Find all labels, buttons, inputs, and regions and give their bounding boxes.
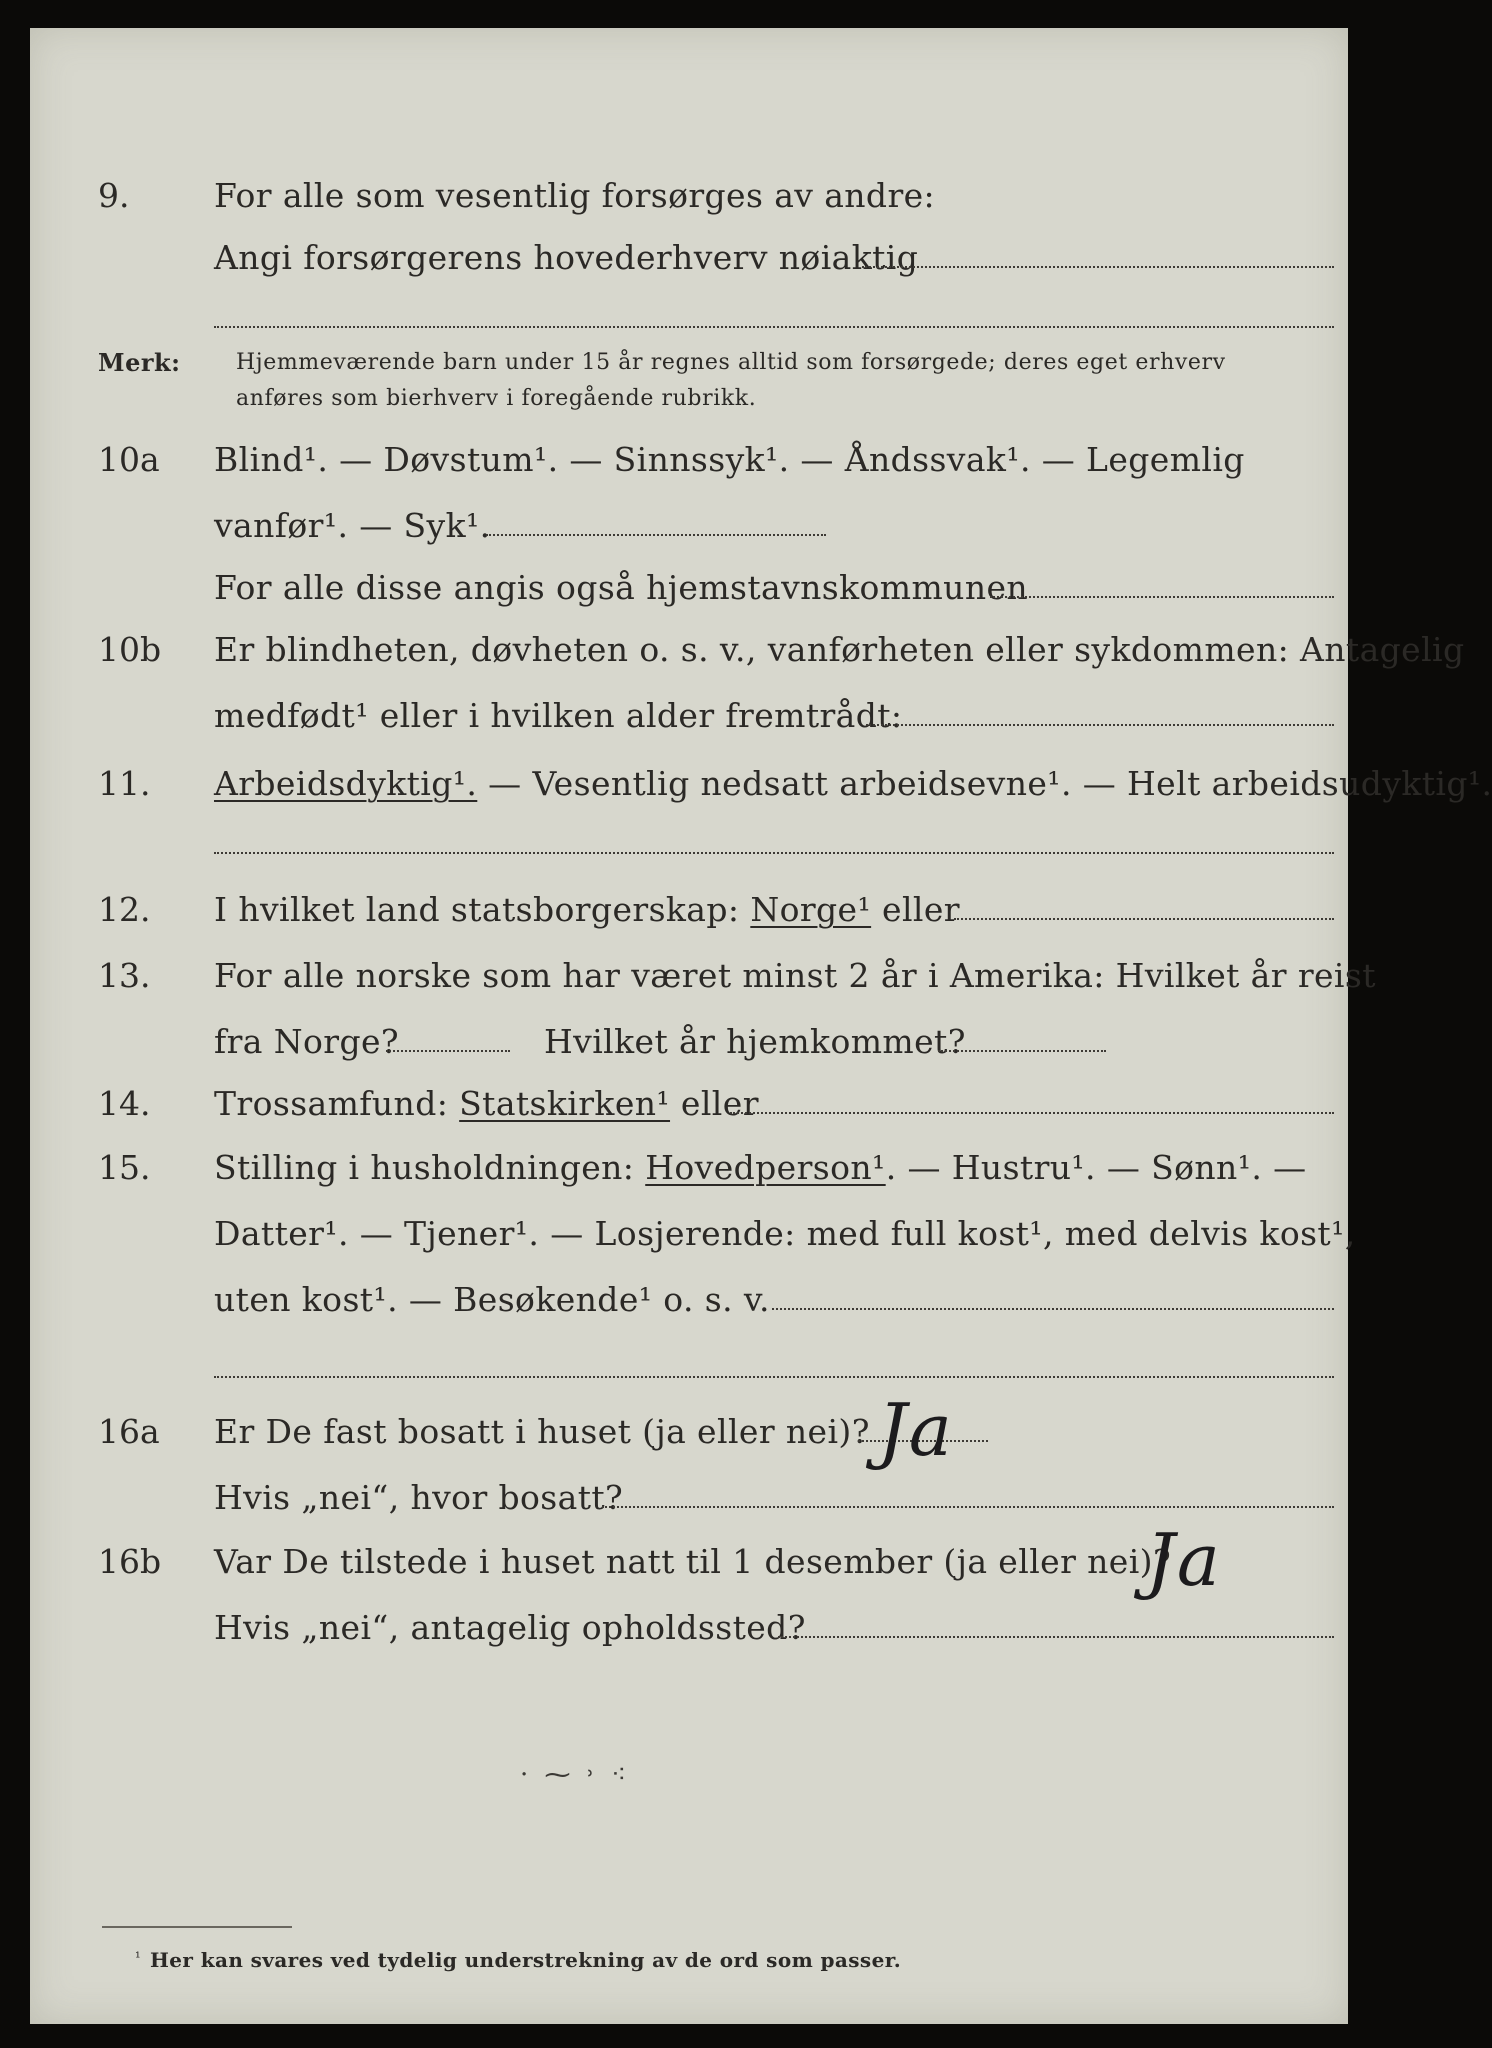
q11-rest: — Vesentlig nedsatt arbeidsevne¹. — Helt arbeidsudyktig¹.: [477, 764, 1492, 803]
q15-line2: Datter¹. — Tjener¹. — Losjerende: med full kost¹, med delvis kost¹,: [214, 1214, 1356, 1253]
q16b-opholdssted-line[interactable]: [778, 1636, 1334, 1638]
q10a-answer-line[interactable]: [486, 534, 826, 536]
q12-suffix: eller: [871, 890, 960, 929]
q16a-number: 16a: [98, 1412, 160, 1451]
footnote-text: Her kan svares ved tydelig understrekning av de ord som passer.: [150, 1948, 902, 1972]
q10a-number: 10a: [98, 440, 160, 479]
q14-line: [214, 1084, 759, 1123]
q13-hjemkommet-line[interactable]: [938, 1050, 1106, 1052]
q15-answer-line[interactable]: [772, 1308, 1334, 1310]
q13-line1: For alle norske som har været minst 2 år i Amerika: Hvilket år reist: [214, 956, 1376, 995]
footnote-mark: ¹: [135, 1950, 141, 1966]
q9-answer-line2[interactable]: [214, 326, 1334, 328]
q13-number: 13.: [98, 956, 151, 995]
q12-number: 12.: [98, 890, 151, 929]
q10a-line2: vanfør¹. — Syk¹.: [214, 506, 491, 545]
q15-number: 15.: [98, 1148, 151, 1187]
q16a-line1: Er De fast bosatt i huset (ja eller nei)?: [214, 1412, 870, 1451]
q10b-answer-line[interactable]: [866, 724, 1334, 726]
footnote-rule: [102, 1926, 292, 1928]
q9-line1: For alle som vesentlig forsørges av andre:: [214, 176, 936, 215]
q10a-hjemstavn-line[interactable]: [990, 596, 1334, 598]
q16b-line2: Hvis „nei“, antagelig opholdssted?: [214, 1608, 806, 1647]
q16b-line1: Var De tilstede i huset natt til 1 desember (ja eller nei)?: [214, 1542, 1172, 1581]
q13-line2b: Hvilket år hjemkommet?: [544, 1022, 966, 1061]
q15-line1: [214, 1148, 1307, 1187]
q14-suffix: eller: [670, 1084, 759, 1123]
q16a-line2: Hvis „nei“, hvor bosatt?: [214, 1478, 624, 1517]
q10b-line1: Er blindheten, døvheten o. s. v., vanførheten eller sykdommen: Antagelig: [214, 630, 1465, 669]
q9-line2: Angi forsørgerens hovederhverv nøiaktig: [214, 238, 919, 277]
q15-answer-line2[interactable]: [214, 1376, 1334, 1378]
merk-line1: Hjemmeværende barn under 15 år regnes alltid som forsørgede; deres eget erhverv: [236, 350, 1226, 375]
q16a-bosatt-line[interactable]: [602, 1506, 1334, 1508]
q14-option-statskirken[interactable]: Statskirken¹: [459, 1084, 671, 1123]
q15-suffix: . — Hustru¹. — Sønn¹. —: [885, 1148, 1307, 1187]
q15-line3: uten kost¹. — Besøkende¹ o. s. v.: [214, 1280, 770, 1319]
q15-prefix: Stilling i husholdningen:: [214, 1148, 646, 1187]
q10b-line2: medfødt¹ eller i hvilken alder fremtrådt:: [214, 696, 903, 735]
q11-line: [214, 764, 1492, 803]
q10b-number: 10b: [98, 630, 162, 669]
q14-prefix: Trossamfund:: [214, 1084, 460, 1123]
q10a-line1: Blind¹. — Døvstum¹. — Sinnssyk¹. — Åndssvak¹. — Legemlig: [214, 440, 1245, 479]
q16b-handwritten-answer: Ja: [1146, 1518, 1222, 1602]
census-form-page: [30, 28, 1492, 2024]
q14-answer-line[interactable]: [730, 1112, 1334, 1114]
q11-option-arbeidsdyktig[interactable]: Arbeidsdyktig¹.: [214, 764, 478, 803]
q11-answer-line[interactable]: [214, 852, 1334, 854]
q13-line2a: fra Norge?: [214, 1022, 400, 1061]
q12-option-norge[interactable]: Norge¹: [750, 890, 872, 929]
merk-line2: anføres som bierhverv i foregående rubrikk.: [236, 386, 757, 411]
q10a-line3: For alle disse angis også hjemstavnskommunen: [214, 568, 1029, 607]
q12-answer-line[interactable]: [954, 918, 1334, 920]
q11-number: 11.: [98, 764, 151, 803]
q9-answer-line[interactable]: [862, 266, 1334, 268]
q13-reist-line[interactable]: [386, 1050, 510, 1052]
q15-option-hovedperson[interactable]: Hovedperson¹: [645, 1148, 886, 1187]
q16b-number: 16b: [98, 1542, 162, 1581]
merk-label: Merk:: [98, 348, 181, 377]
q12-line: [214, 890, 960, 929]
q14-number: 14.: [98, 1084, 151, 1123]
q12-prefix: I hvilket land statsborgerskap:: [214, 890, 751, 929]
q9-number: 9.: [98, 176, 130, 215]
q16a-handwritten-answer: Ja: [878, 1388, 954, 1472]
ink-smudge: · ⁓ ˒ ⁖: [520, 1760, 631, 1790]
